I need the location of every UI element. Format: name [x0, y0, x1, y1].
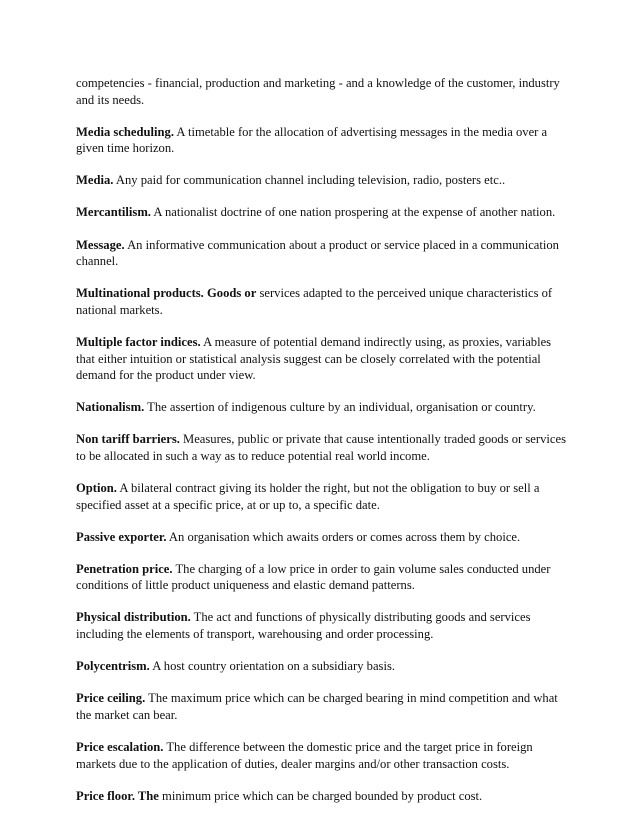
glossary-definition: A timetable for the allocation of advertising messages in the media over a given time horizon. [76, 124, 548, 156]
glossary-definition: The maximum price which can be charged bearing in mind competition and what the market can bear. [76, 691, 558, 722]
glossary-entry-option [76, 480, 566, 513]
glossary-definition: The act and functions of physically distributing goods and services including the elements of transport, warehousing and order processing. [76, 610, 531, 642]
glossary-term: Price ceiling. [76, 691, 146, 706]
glossary-term: Price escalation. [76, 739, 164, 754]
glossary-term: Message. [76, 237, 125, 252]
glossary-entry-multinational-products [76, 285, 566, 318]
glossary-entry-physical-distribution [76, 609, 566, 642]
glossary-definition: A host country orientation on a subsidiary basis. [149, 659, 395, 674]
glossary-term: Physical distribution. [76, 610, 191, 625]
glossary-term: Mercantilism. [76, 205, 151, 220]
glossary-definition: Any paid for communication channel including television, radio, posters etc.. [113, 173, 506, 188]
glossary-entry-multiple-factor-indices [76, 334, 566, 384]
glossary-entry-media [76, 172, 566, 189]
glossary-definition: The charging of a low price in order to gain volume sales conducted under conditions of little product uniqueness and elastic demand patterns. [76, 561, 551, 593]
glossary-term: Media. [76, 173, 114, 188]
glossary-definition: An organisation which awaits orders or comes across them by choice. [166, 529, 521, 544]
glossary-term: Penetration price. [76, 561, 173, 576]
intro-paragraph: competencies - financial, production and marketing - and a knowledge of the customer, industry and its needs. [76, 76, 560, 107]
glossary-entry-polycentrism [76, 658, 566, 675]
glossary-entry-mercantilism [76, 204, 566, 221]
glossary-entry-price-ceiling [76, 690, 566, 723]
glossary-entry-passive-exporter [76, 529, 566, 546]
glossary-definition: An informative communication about a product or service placed in a communication channel. [76, 237, 559, 269]
glossary-definition: A bilateral contract giving its holder the right, but not the obligation to buy or sell a specified asset at a specific price, at or up to, a specific date. [76, 481, 540, 512]
glossary-term: Polycentrism. [76, 659, 150, 674]
glossary-definition: The assertion of indigenous culture by an individual, organisation or country. [144, 400, 536, 415]
glossary-definition: A measure of potential demand indirectly using, as proxies, variables that either intuition or statistical analysis suggest can be closely correlated with the potential demand for the product under view. [76, 334, 552, 383]
glossary-entry-nationalism [76, 399, 566, 416]
document-page [76, 75, 566, 820]
glossary-term: Multinational products. Goods or [76, 286, 257, 301]
glossary-definition: A nationalist doctrine of one nation prospering at the expense of another nation. [150, 205, 556, 220]
glossary-entry-message [76, 237, 566, 270]
glossary-term: Multiple factor indices. [76, 334, 201, 349]
glossary-entry-penetration-price [76, 561, 566, 594]
glossary-entry-price-escalation [76, 739, 566, 772]
glossary-definition: services adapted to the perceived unique characteristics of national markets. [76, 286, 553, 317]
glossary-entry-media-scheduling [76, 124, 566, 157]
glossary-definition: The difference between the domestic price and the target price in foreign markets due to the application of duties, dealer margins and/or other transaction costs. [76, 739, 533, 771]
glossary-entry-non-tariff-barriers [76, 431, 566, 464]
glossary-term: Non tariff barriers. [76, 432, 180, 447]
glossary-term: Media scheduling. [76, 124, 174, 139]
glossary-term: Price floor. The [76, 788, 159, 803]
glossary-term: Option. [76, 481, 117, 495]
glossary-term: Passive exporter. [76, 529, 167, 544]
glossary-definition: minimum price which can be charged bounded by product cost. [158, 788, 483, 803]
glossary-term: Nationalism. [76, 400, 145, 415]
glossary-entry-price-floor [76, 788, 566, 805]
glossary-definition: Measures, public or private that cause intentionally traded goods or services to be allocated in such a way as to reduce potential real world income. [76, 432, 566, 463]
